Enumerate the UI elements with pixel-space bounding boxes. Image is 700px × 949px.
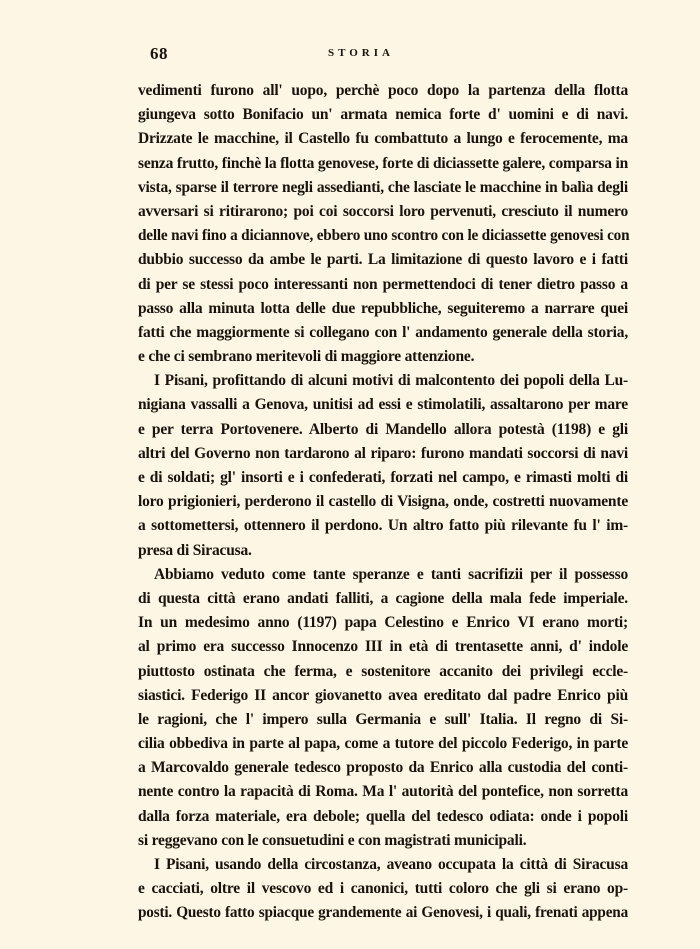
text-line: siastici. Federigo II ancor giovanetto avea ereditato dal padre Enrico più <box>138 686 628 704</box>
text-line: di questa città erano andati falliti, a cagione della mala fede imperiale. <box>138 589 628 607</box>
text-line: a Marcovaldo generale tedesco proposto da Enrico alla custodia del conti- <box>138 759 628 777</box>
paragraph-3 <box>138 563 628 853</box>
text-line: giungeva sotto Bonifacio un' armata nemica forte d' uomini e di navi. <box>138 106 628 124</box>
running-title: STORIA <box>328 47 394 59</box>
text-line: In un medesimo anno (1197) papa Celestino e Enrico VI erano morti; <box>138 614 628 632</box>
text-line: cilia obbediva in parte al papa, come a tutore del piccolo Federigo, in parte <box>138 735 628 753</box>
text-line: Abbiamo veduto come tante speranze e tanti sacrifizii per il possesso <box>154 565 628 583</box>
text-line: a sottomettersi, ottennero il perdono. Un altro fatto più rilevante fu l' im- <box>138 517 628 535</box>
paragraph-4 <box>138 853 628 926</box>
text-line: e che ci sembrano meritevoli di maggiore attenzione. <box>138 348 475 366</box>
text-line: posti. Questo fatto spiacque grandemente ai Genovesi, i quali, frenati appena <box>138 904 628 922</box>
text-line: presa di Siracusa. <box>138 541 252 559</box>
text-line: passo alla minuta lotta delle due repubbliche, seguiteremo a narrare quei <box>138 299 628 317</box>
text-line: delle navi fino a diciannove, ebbero uno scontro con le diciassette genovesi con <box>138 227 630 245</box>
paragraph-2 <box>138 369 628 563</box>
text-line: si reggevano con le consuetudini e con magistrati municipali. <box>138 831 527 849</box>
text-line: nigiana vassalli a Genova, unitisi ad essi e stimolatili, assaltarono per mare <box>138 396 628 414</box>
text-line: e cacciati, oltre il vescovo ed i canonici, tutti coloro che gli si erano op- <box>138 880 628 898</box>
text-line: vista, sparse il terrore negli assedianti, che lasciate le macchine in balìa degli <box>138 178 628 196</box>
body-text <box>138 79 628 926</box>
text-line: I Pisani, profittando di alcuni motivi di malcontento dei popoli della Lu- <box>154 372 628 390</box>
text-line: senza frutto, finchè la flotta genovese, forte di diciassette galere, comparsa in <box>138 154 628 172</box>
text-line: nente contro la rapacità di Roma. Ma l' autorità del pontefice, non sorretta <box>138 783 628 801</box>
running-head <box>150 44 670 66</box>
text-line: piuttosto ostinata che ferma, e sostenitore accanito dei privilegi eccle- <box>138 662 628 680</box>
text-line: Drizzate le macchine, il Castello fu combattuto a lungo e ferocemente, ma <box>138 130 628 148</box>
text-line: vedimenti furono all' uopo, perchè poco dopo la partenza della flotta <box>138 82 628 99</box>
text-line: I Pisani, usando della circostanza, aveano occupata la città di Siracusa <box>154 856 628 873</box>
text-line: loro prigionieri, perderono il castello di Visigna, onde, costretti nuovamente <box>138 493 628 511</box>
text-line: e per terra Portovenere. Alberto di Mandello allora potestà (1198) e gli <box>138 420 628 438</box>
text-line: e di soldati; gl' insorti e i confederati, forzati nel campo, e rimasti molti di <box>138 469 628 486</box>
text-line: di per se stessi poco interessanti non permettendoci di tener dietro passo a <box>138 275 628 293</box>
text-line: le ragioni, che l' impero sulla Germania e sull' Italia. Il regno di Si- <box>138 710 628 728</box>
page-number: 68 <box>150 44 168 63</box>
text-line: al primo era successo Innocenzo III in età di trentasette anni, d' indole <box>138 638 628 656</box>
text-line: dubbio successo da ambe le parti. La limitazione di questo lavoro e i fatti <box>138 251 628 269</box>
text-line: dalla forza materiale, era debole; quella del tedesco odiata: onde i popoli <box>138 807 628 825</box>
paragraph-1 <box>138 79 628 369</box>
text-line: avversari si ritirarono; poi coi soccorsi loro pervenuti, cresciuto il numero <box>138 202 628 220</box>
text-line: fatti che maggiormente si collegano con l' andamento generale della storia, <box>138 323 628 341</box>
text-line: altri del Governo non tardarono al riparo: furono mandati soccorsi di navi <box>138 444 628 462</box>
